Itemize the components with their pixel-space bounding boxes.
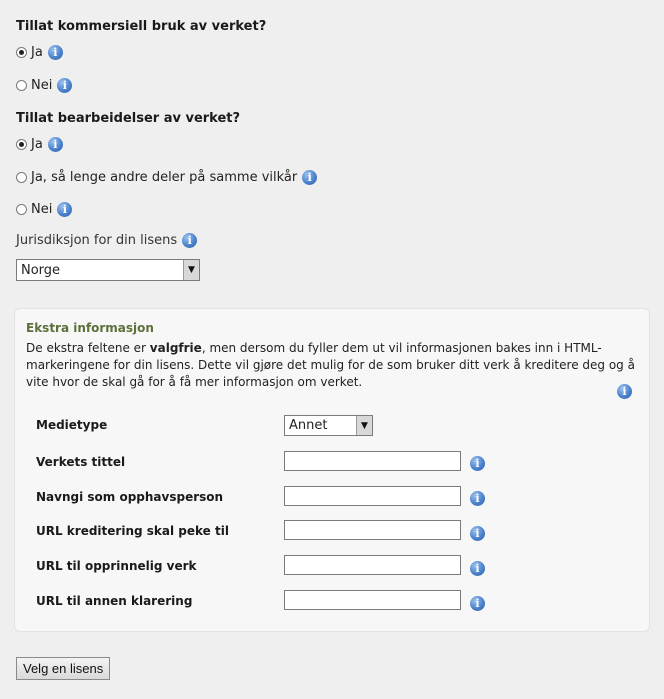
attribution-name-label: Navngi som opphavsperson [36,490,224,504]
info-icon[interactable]: i [57,202,72,217]
info-icon[interactable]: i [470,596,485,611]
attribution-url-input[interactable] [284,520,461,540]
work-title-input[interactable] [284,451,461,471]
extra-info-title: Ekstra informasjon [26,321,154,335]
choose-license-button[interactable]: Velg en lisens [16,657,110,680]
jurisdiction-selected-value: Norge [21,262,61,278]
jurisdiction-label-row [16,233,197,248]
chevron-down-icon[interactable]: ▼ [356,416,372,435]
media-type-selected-value: Annet [289,418,328,433]
info-icon[interactable]: i [617,384,632,399]
media-type-label: Medietype [36,418,108,432]
info-icon[interactable]: i [470,491,485,506]
modifications-no-option[interactable] [16,202,72,217]
commercial-use-question: Tillat kommersiell bruk av verket? [16,19,267,34]
modifications-sharealike-radio[interactable] [16,172,27,183]
commercial-yes-label[interactable]: Ja [31,45,43,60]
source-work-url-label: URL til opprinnelig verk [36,559,197,573]
info-icon[interactable]: i [48,137,63,152]
jurisdiction-select[interactable] [16,259,200,281]
commercial-yes-option[interactable] [16,45,63,60]
modifications-yes-option[interactable] [16,137,63,152]
modifications-yes-label[interactable]: Ja [31,137,43,152]
jurisdiction-label: Jurisdiksjon for din lisens [16,233,178,248]
modifications-sharealike-label[interactable]: Ja, så lenge andre deler på samme vilkår [31,170,298,185]
info-icon[interactable]: i [470,456,485,471]
attribution-name-input[interactable] [284,486,461,506]
extra-info-description [26,340,642,391]
media-type-select[interactable] [284,415,373,436]
commercial-no-label[interactable]: Nei [31,78,53,93]
modifications-yes-radio[interactable] [16,139,27,150]
modifications-no-radio[interactable] [16,204,27,215]
modifications-sharealike-option[interactable] [16,170,317,185]
modifications-question: Tillat bearbeidelser av verket? [16,111,241,126]
more-permissions-url-label: URL til annen klarering [36,594,193,608]
desc-part-1: De ekstra feltene er [26,341,150,355]
info-icon[interactable]: i [48,45,63,60]
chevron-down-icon[interactable]: ▼ [183,260,199,280]
source-work-url-input[interactable] [284,555,461,575]
more-permissions-url-input[interactable] [284,590,461,610]
commercial-no-option[interactable] [16,78,72,93]
info-icon[interactable]: i [302,170,317,185]
modifications-no-label[interactable]: Nei [31,202,53,217]
desc-part-2: , men dersom du fyller dem ut vil informasjonen bakes inn i HTML-markeringene for din lisens. Dette vil gjøre det mulig for de som bruker ditt verk å kreditere deg og å vite hvor de skal gå for å få mer informasjon om verket. [26,341,635,389]
attribution-url-label: URL kreditering skal peke til [36,524,229,538]
desc-optional-bold: valgfrie [149,341,202,355]
info-icon[interactable]: i [182,233,197,248]
info-icon[interactable]: i [57,78,72,93]
work-title-label: Verkets tittel [36,455,126,469]
info-icon[interactable]: i [470,561,485,576]
commercial-no-radio[interactable] [16,80,27,91]
commercial-yes-radio[interactable] [16,47,27,58]
info-icon[interactable]: i [470,526,485,541]
